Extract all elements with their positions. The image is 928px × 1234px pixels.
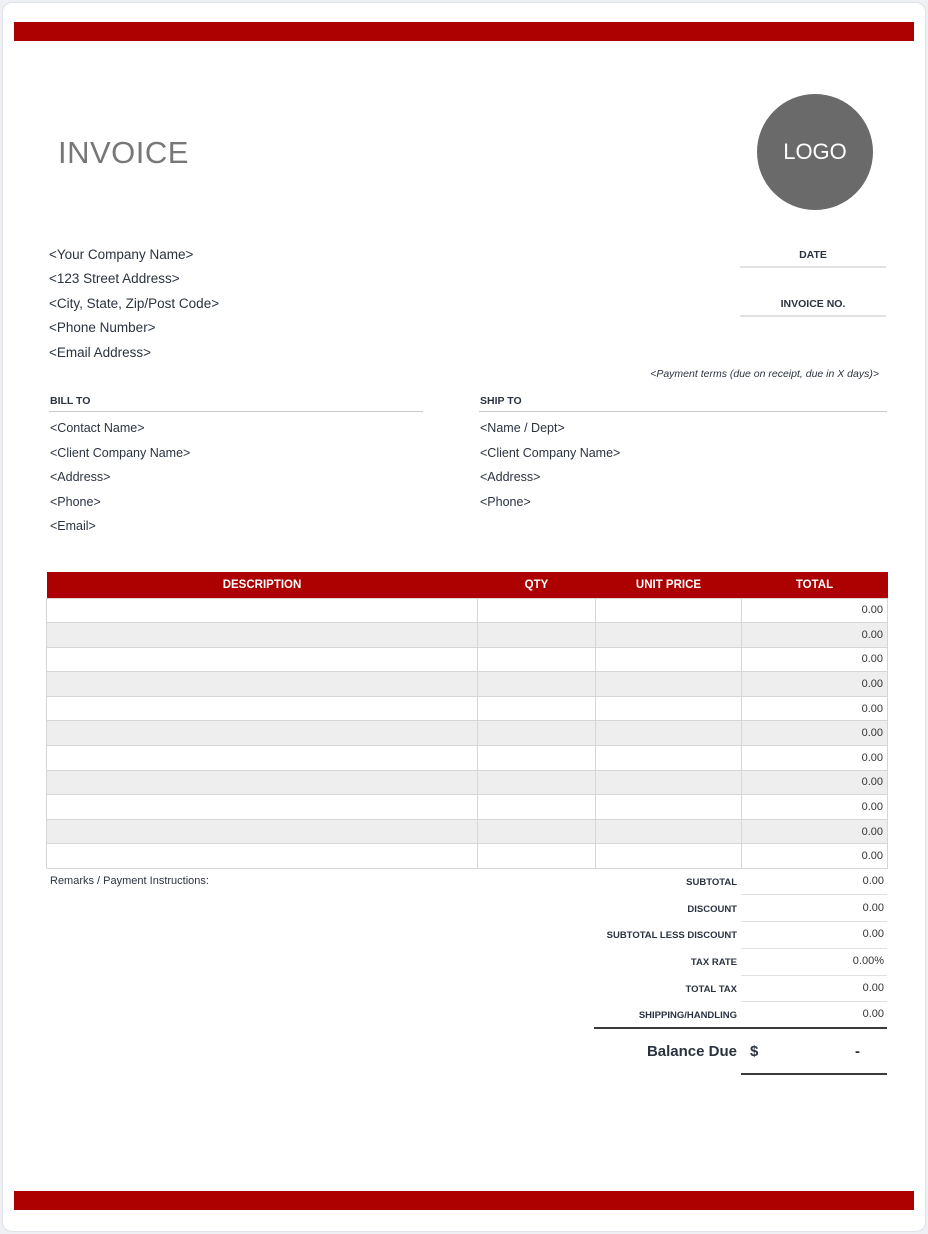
payment-terms: <Payment terms (due on receipt, due in X days)> xyxy=(650,368,879,380)
cell-qty[interactable] xyxy=(478,721,596,746)
balance-due-value: - xyxy=(855,1043,860,1060)
summary-divider xyxy=(741,894,887,895)
invoice-no-field[interactable] xyxy=(740,315,886,317)
summary-rule xyxy=(594,1027,887,1029)
table-row xyxy=(47,623,888,648)
cell-description[interactable] xyxy=(47,696,478,721)
column-header-description: DESCRIPTION xyxy=(47,572,478,598)
cell-total[interactable]: 0.00 xyxy=(742,696,888,721)
cell-description[interactable] xyxy=(47,795,478,820)
top-accent-band xyxy=(14,22,914,41)
summary-label-tax-rate: TAX RATE xyxy=(690,957,737,968)
cell-description[interactable] xyxy=(47,746,478,771)
table-row xyxy=(47,795,888,820)
balance-due-label: Balance Due xyxy=(646,1043,737,1060)
cell-unit-price[interactable] xyxy=(596,598,742,623)
summary-value-discount[interactable]: 0.00 xyxy=(862,902,884,914)
cell-qty[interactable] xyxy=(478,770,596,795)
company-city: <City, State, Zip/Post Code> xyxy=(49,295,220,311)
bill-to-address: <Address> xyxy=(50,470,111,485)
cell-qty[interactable] xyxy=(478,746,596,771)
balance-underline xyxy=(741,1073,887,1075)
table-row xyxy=(47,819,888,844)
cell-total[interactable]: 0.00 xyxy=(742,770,888,795)
cell-total[interactable]: 0.00 xyxy=(742,647,888,672)
logo-placeholder xyxy=(757,94,873,210)
column-header-unit-price: UNIT PRICE xyxy=(596,572,742,598)
summary-value-shipping-handling[interactable]: 0.00 xyxy=(862,1008,884,1020)
bill-to-block xyxy=(50,421,190,544)
summary-value-total-tax[interactable]: 0.00 xyxy=(862,982,884,994)
cell-description[interactable] xyxy=(47,770,478,795)
remarks-label: Remarks / Payment Instructions: xyxy=(50,875,209,887)
cell-unit-price[interactable] xyxy=(596,721,742,746)
company-info xyxy=(49,247,219,369)
ship-to-heading: SHIP TO xyxy=(480,395,522,407)
table-row xyxy=(47,770,888,795)
cell-total[interactable]: 0.00 xyxy=(742,819,888,844)
table-row xyxy=(47,672,888,697)
cell-description[interactable] xyxy=(47,819,478,844)
cell-qty[interactable] xyxy=(478,623,596,648)
cell-qty[interactable] xyxy=(478,696,596,721)
cell-total[interactable]: 0.00 xyxy=(742,623,888,648)
summary-label-discount: DISCOUNT xyxy=(687,904,737,915)
cell-qty[interactable] xyxy=(478,795,596,820)
ship-to-company: <Client Company Name> xyxy=(480,445,621,460)
bottom-accent-band xyxy=(14,1191,914,1210)
invoice-no-label: INVOICE NO. xyxy=(780,298,846,310)
table-row xyxy=(47,746,888,771)
cell-description[interactable] xyxy=(47,844,478,869)
bill-to-contact: <Contact Name> xyxy=(50,421,145,435)
column-header-qty: QTY xyxy=(478,572,596,598)
ship-to-divider xyxy=(479,411,887,412)
cell-qty[interactable] xyxy=(478,844,596,869)
date-label: DATE xyxy=(799,249,827,261)
balance-currency: $ xyxy=(750,1043,759,1060)
table-row xyxy=(47,721,888,746)
date-field[interactable] xyxy=(740,266,886,268)
cell-total[interactable]: 0.00 xyxy=(742,844,888,869)
ship-to-phone: <Phone> xyxy=(480,494,531,509)
cell-unit-price[interactable] xyxy=(596,770,742,795)
summary-divider xyxy=(741,921,887,922)
cell-unit-price[interactable] xyxy=(596,647,742,672)
table-row xyxy=(47,647,888,672)
column-header-total: TOTAL xyxy=(742,572,888,598)
summary-value-tax-rate[interactable]: 0.00% xyxy=(852,955,884,967)
summary-value-subtotal-less-discount[interactable]: 0.00 xyxy=(862,928,884,940)
bill-to-email: <Email> xyxy=(50,519,96,534)
company-street: <123 Street Address> xyxy=(49,271,180,287)
cell-unit-price[interactable] xyxy=(596,819,742,844)
ship-to-block xyxy=(480,421,620,519)
cell-qty[interactable] xyxy=(478,672,596,697)
bill-to-phone: <Phone> xyxy=(50,494,101,509)
company-phone: <Phone Number> xyxy=(49,320,156,336)
cell-unit-price[interactable] xyxy=(596,746,742,771)
table-row xyxy=(47,696,888,721)
ship-to-address: <Address> xyxy=(480,470,541,485)
table-row xyxy=(47,598,888,623)
company-email: <Email Address> xyxy=(49,344,152,360)
bill-to-heading: BILL TO xyxy=(50,395,91,407)
bill-to-divider xyxy=(49,411,423,412)
bill-to-company: <Client Company Name> xyxy=(50,445,191,460)
cell-total[interactable]: 0.00 xyxy=(742,795,888,820)
line-items-table xyxy=(46,572,888,869)
summary-label-shipping-handling: SHIPPING/HANDLING xyxy=(638,1010,737,1021)
cell-unit-price[interactable] xyxy=(596,672,742,697)
cell-description[interactable] xyxy=(47,721,478,746)
logo-text: LOGO xyxy=(783,139,847,164)
cell-unit-price[interactable] xyxy=(596,844,742,869)
cell-qty[interactable] xyxy=(478,598,596,623)
invoice-page xyxy=(2,2,926,1232)
cell-total[interactable]: 0.00 xyxy=(742,672,888,697)
cell-description[interactable] xyxy=(47,623,478,648)
summary-label-subtotal: SUBTOTAL xyxy=(686,877,737,888)
summary-divider xyxy=(741,975,887,976)
summary-divider xyxy=(741,948,887,949)
table-row xyxy=(47,844,888,869)
cell-description[interactable] xyxy=(47,647,478,672)
cell-description[interactable] xyxy=(47,672,478,697)
cell-qty[interactable] xyxy=(478,819,596,844)
ship-to-name: <Name / Dept> xyxy=(480,421,565,435)
cell-qty[interactable] xyxy=(478,647,596,672)
summary-divider xyxy=(741,1001,887,1002)
cell-total[interactable]: 0.00 xyxy=(742,598,888,623)
cell-unit-price[interactable] xyxy=(596,623,742,648)
cell-unit-price[interactable] xyxy=(596,795,742,820)
invoice-title: INVOICE xyxy=(58,135,189,170)
cell-total[interactable]: 0.00 xyxy=(742,746,888,771)
summary-label-subtotal-less-discount: SUBTOTAL LESS DISCOUNT xyxy=(606,930,737,941)
table-header-row xyxy=(47,572,888,598)
cell-description[interactable] xyxy=(47,598,478,623)
summary-value-subtotal[interactable]: 0.00 xyxy=(862,875,884,887)
summary-label-total-tax: TOTAL TAX xyxy=(685,984,737,995)
company-name: <Your Company Name> xyxy=(49,247,194,262)
cell-total[interactable]: 0.00 xyxy=(742,721,888,746)
cell-unit-price[interactable] xyxy=(596,696,742,721)
